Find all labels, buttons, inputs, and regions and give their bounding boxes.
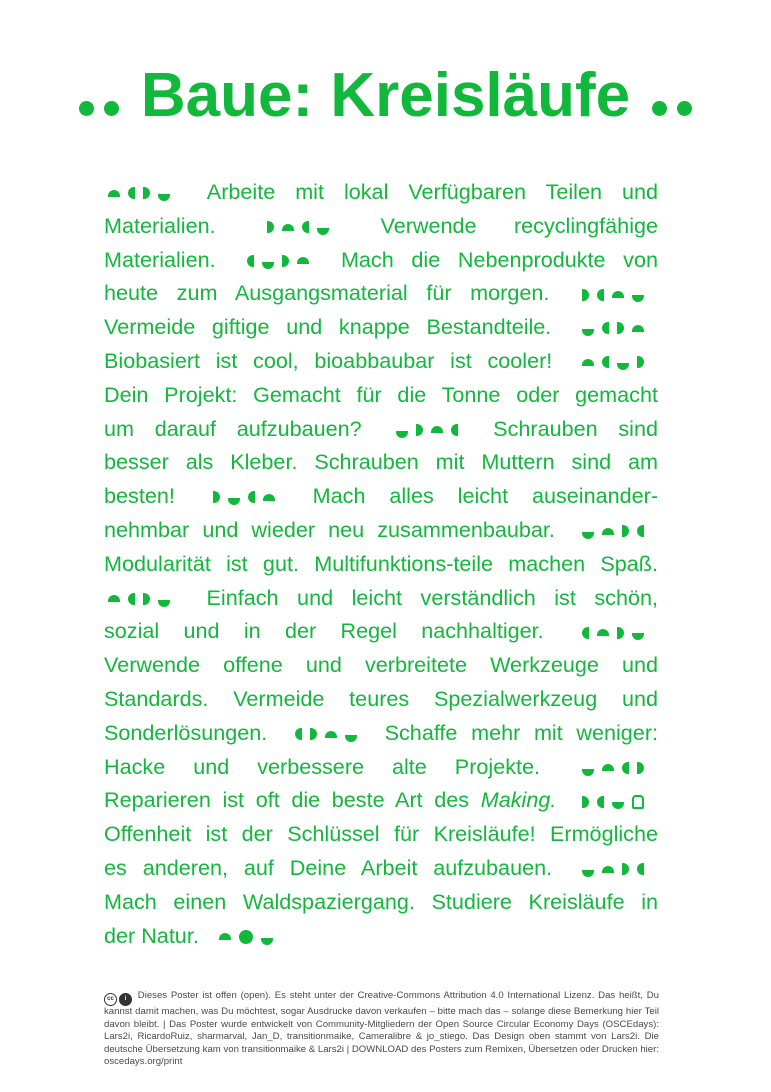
glyph-group	[209, 479, 279, 513]
glyph-group	[578, 344, 648, 378]
shape-icon	[128, 187, 135, 199]
shape-icon	[637, 525, 644, 537]
body-text: sozial und in der Regel nachhaltiger.	[104, 618, 544, 644]
cc-icon: cc	[104, 993, 117, 1006]
body-text: Standards. Vermeide teures Spezialwerkzeug und	[104, 685, 658, 711]
body-text: Schrauben sind	[493, 415, 658, 441]
shape-icon	[602, 322, 609, 334]
body-line	[104, 716, 658, 750]
body-text: Reparieren ist oft die beste Art des	[104, 787, 470, 813]
shape-icon	[263, 494, 275, 501]
body-text: Schaffe mehr mit weniger:	[384, 719, 659, 745]
glyph-group	[215, 919, 277, 953]
shape-icon	[622, 762, 629, 774]
shape-icon	[143, 593, 150, 605]
body-line	[104, 919, 658, 953]
body-text: Einfach und leicht verständlich ist schön,	[206, 584, 658, 610]
shape-icon	[597, 289, 604, 301]
body-text: Vermeide giftige und knappe Bestandteile.	[104, 314, 552, 340]
body-text: nehmbar und wieder neu zusammenbaubar.	[104, 516, 555, 542]
title-dots-right	[647, 58, 697, 134]
glyph-group	[104, 581, 174, 615]
shape-icon	[582, 289, 589, 301]
shape-icon	[602, 764, 614, 771]
shape-icon	[602, 356, 609, 368]
body-text: Verwende offene und verbreitete Werkzeuge und	[104, 652, 658, 678]
title-text: Baue: Kreisläufe	[140, 61, 631, 130]
shape-icon	[261, 938, 273, 945]
shape-icon	[108, 595, 120, 602]
glyph-group	[578, 276, 648, 310]
body-line	[104, 682, 658, 716]
shape-icon	[612, 291, 624, 298]
body-line	[104, 817, 658, 851]
body-text: Verwende recyclingfähige	[380, 212, 659, 238]
body-line	[104, 513, 658, 547]
shape-icon	[632, 633, 644, 640]
body-line	[104, 885, 658, 919]
shape-icon	[108, 190, 120, 197]
shape-icon	[317, 228, 329, 235]
shape-icon	[617, 322, 624, 334]
body-line	[104, 276, 658, 310]
body-line	[104, 614, 658, 648]
by-icon: i	[119, 993, 132, 1006]
body-text: besser als Kleber. Schrauben mit Muttern sind am	[104, 449, 658, 475]
shape-icon	[582, 627, 589, 639]
body-text: Sonderlösungen.	[104, 719, 268, 745]
shape-icon	[582, 329, 594, 336]
body-text: Hacke und verbessere alte Projekte.	[104, 753, 541, 779]
shape-icon	[597, 796, 604, 808]
shape-icon	[247, 255, 254, 267]
body-line	[104, 310, 658, 344]
glyph-group	[578, 614, 648, 648]
shape-icon	[396, 431, 408, 438]
body-line	[104, 209, 658, 243]
shape-icon	[637, 762, 644, 774]
shape-icon	[582, 532, 594, 539]
shape-icon	[297, 257, 309, 264]
shape-icon	[158, 194, 170, 201]
shape-icon	[302, 221, 309, 233]
shape-icon	[632, 295, 644, 302]
poster-body	[104, 175, 658, 952]
shape-icon	[637, 356, 644, 368]
body-text: Biobasiert ist cool, bioabbaubar ist cooler!	[104, 347, 553, 373]
glyph-group	[578, 310, 648, 344]
shape-icon	[345, 735, 357, 742]
shape-icon	[632, 795, 644, 809]
body-text: Modularität ist gut. Multifunktions-teile machen Spaß.	[104, 550, 658, 576]
shape-icon	[143, 187, 150, 199]
shape-icon	[267, 221, 274, 233]
body-text: um darauf aufzubauen?	[104, 415, 362, 441]
shape-icon	[622, 863, 629, 875]
glyph-group	[291, 716, 361, 750]
body-line	[104, 412, 658, 446]
body-text: Mach die Nebenprodukte von	[340, 246, 658, 272]
shape-icon	[416, 424, 423, 436]
body-line	[104, 175, 658, 209]
shape-icon	[617, 627, 624, 639]
body-text: Materialien.	[104, 246, 216, 272]
glyph-group	[578, 513, 648, 547]
body-text: Mach einen Waldspaziergang. Studiere Kreisläufe in	[104, 888, 658, 914]
shape-icon	[128, 593, 135, 605]
body-line	[104, 783, 658, 817]
glyph-group	[578, 851, 648, 885]
body-line	[104, 479, 658, 513]
body-line	[104, 648, 658, 682]
body-text: Arbeite mit lokal Verfügbaren Teilen und	[206, 179, 659, 204]
shape-icon	[158, 600, 170, 607]
shape-icon	[582, 769, 594, 776]
body-text: Offenheit ist der Schlüssel für Kreisläufe! Ermögliche	[104, 821, 658, 847]
body-line	[104, 344, 658, 378]
page-title	[0, 58, 771, 134]
body-text: heute zum Ausgangsmaterial für morgen.	[104, 280, 550, 306]
title-dots-left	[74, 58, 124, 134]
body-line	[104, 750, 658, 784]
body-line	[104, 243, 658, 277]
shape-icon	[612, 802, 624, 809]
shape-icon	[617, 363, 629, 370]
body-text: besten!	[104, 483, 175, 509]
shape-icon	[325, 731, 337, 738]
shape-icon	[228, 498, 240, 505]
shape-icon	[582, 796, 589, 808]
shape-icon	[262, 262, 274, 269]
shape-icon	[295, 728, 302, 740]
body-text: Dein Projekt: Gemacht für die Tonne oder gemacht	[104, 381, 658, 407]
shape-icon	[622, 525, 629, 537]
glyph-group	[578, 750, 648, 784]
shape-icon	[310, 728, 317, 740]
shape-icon	[248, 491, 255, 503]
body-italic: Making.	[480, 787, 557, 813]
shape-icon	[219, 933, 231, 940]
shape-icon	[431, 426, 443, 433]
shape-icon	[582, 870, 594, 877]
glyph-group	[104, 175, 174, 209]
glyph-group	[263, 209, 333, 243]
shape-icon	[282, 224, 294, 231]
body-text: Materialien.	[104, 212, 216, 238]
body-text: es anderen, auf Deine Arbeit aufzubauen.	[104, 854, 553, 880]
body-text: Mach alles leicht auseinander-	[312, 483, 659, 509]
shape-icon	[602, 528, 614, 535]
body-line	[104, 851, 658, 885]
body-line	[104, 547, 658, 581]
footer-text: Dieses Poster ist offen (open). Es steht unter der Creative-Commons Attribution 4.0 International Lizenz. Das heißt, Du kannst damit machen, was Du möchtest, sogar Ausdrucke davon verkaufen – bitte mach das – solange diese Bemerkung hier Teil davon bleibt. | Das Poster wurde entwickelt von Community-Mitgliedern der Open Source Circular Economy Days (OSCEdays): Lars2i, RicardoRuiz, sharmarval, Jan_D, transitionmaike, Cameralibre & jo_stiego. Das Design oben stammt von Lars2i. Die deutsche Übersetzung kam von transitionmaike & Lars2i | DOWNLOAD des Posters zum Remixen, Übersetzen oder Drucken hier: oscedays.org/print	[104, 990, 659, 1068]
shape-icon	[602, 866, 614, 873]
shape-icon	[451, 424, 458, 436]
shape-icon	[597, 629, 609, 636]
shape-icon	[632, 325, 644, 332]
shape-icon	[239, 930, 253, 944]
glyph-group	[243, 243, 313, 277]
body-line	[104, 378, 658, 412]
glyph-group	[392, 412, 462, 446]
body-line	[104, 581, 658, 615]
body-text: der Natur.	[104, 922, 199, 948]
glyph-group	[578, 783, 648, 817]
shape-icon	[213, 491, 220, 503]
shape-icon	[282, 255, 289, 267]
license-footer	[104, 990, 659, 1069]
shape-icon	[582, 359, 594, 366]
body-line	[104, 445, 658, 479]
shape-icon	[637, 863, 644, 875]
